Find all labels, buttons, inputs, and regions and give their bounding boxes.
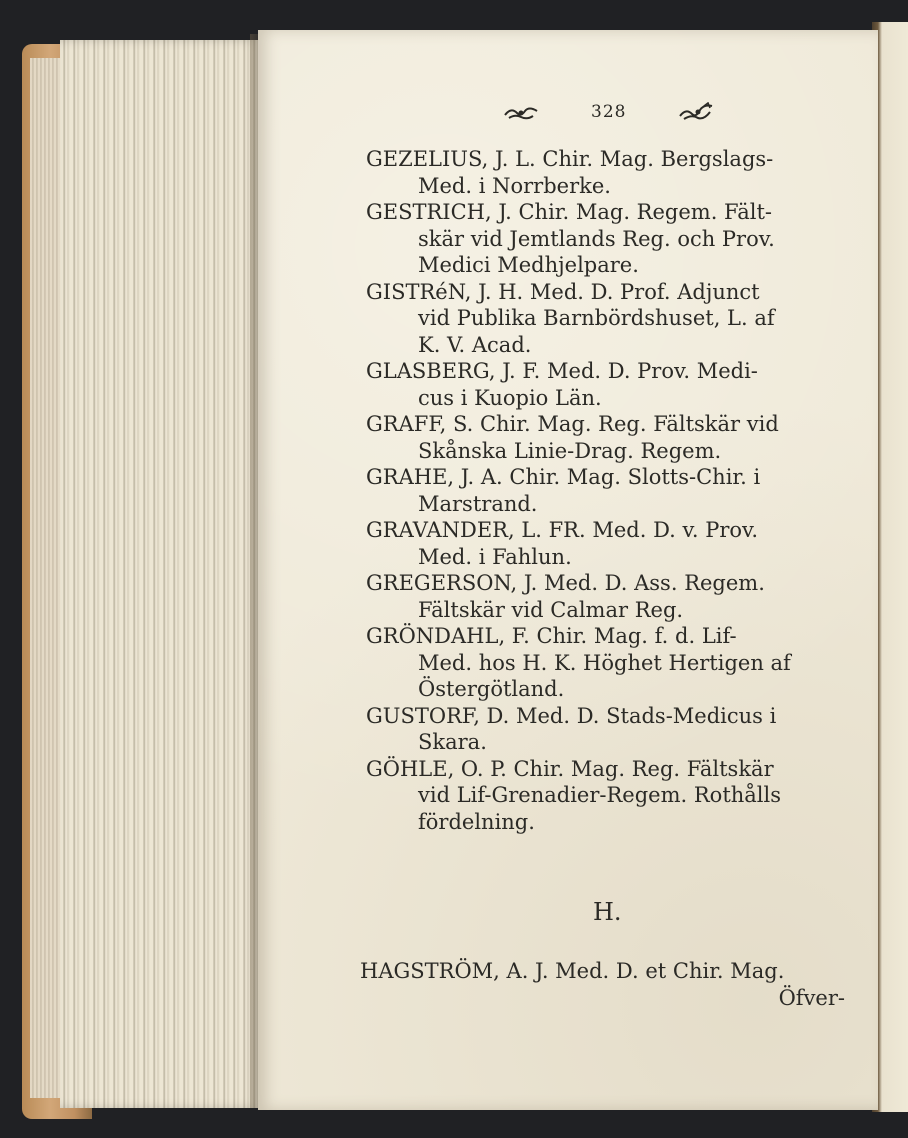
entry-hagstrom — [360, 958, 860, 1011]
entry-gistren — [366, 279, 866, 359]
entry-line: GREGERSON, J. Med. D. Ass. Regem. — [366, 571, 765, 595]
entry-line: K. V. Acad. — [418, 332, 532, 357]
section-heading: H. — [593, 898, 622, 926]
entry-line: GLASBERG, J. F. Med. D. Prov. Medi- — [366, 359, 758, 383]
entry-grondahl — [366, 623, 866, 703]
entry-line: skär vid Jemtlands Reg. och Prov. — [418, 226, 775, 251]
entry-line: Marstrand. — [418, 491, 538, 516]
directory-entries — [366, 146, 866, 835]
entry-line: Med. hos H. K. Höghet Hertigen af — [418, 650, 791, 675]
entry-line: GUSTORF, D. Med. D. Stads-Medicus i — [366, 703, 777, 728]
entry-line: cus i Kuopio Län. — [418, 385, 602, 410]
page-number: 328 — [591, 102, 627, 122]
entry-gustorf — [366, 703, 866, 756]
entry-line: vid Lif-Grenadier-Regem. Rothålls — [418, 783, 782, 807]
entry-gestrich — [366, 199, 866, 279]
entry-line: Skånska Linie-Drag. Regem. — [418, 438, 722, 463]
entry-glasberg — [366, 358, 866, 411]
entry-line: Med. i Fahlun. — [418, 544, 572, 569]
entry-line: fördelning. — [418, 809, 535, 834]
entry-gohle — [366, 756, 866, 836]
entry-line: GESTRICH, J. Chir. Mag. Regem. Fält- — [366, 200, 772, 224]
entry-line: Fältskär vid Calmar Reg. — [418, 597, 684, 622]
catchword: Öfver- — [778, 985, 845, 1010]
entry-line: GISTRéN, J. H. Med. D. Prof. Adjunct — [366, 279, 760, 304]
entry-line: GRAHE, J. A. Chir. Mag. Slotts-Chir. i — [366, 465, 761, 489]
entry-line: GÖHLE, O. P. Chir. Mag. Reg. Fältskär — [366, 756, 774, 781]
entry-line: GRAVANDER, L. FR. Med. D. v. Prov. — [366, 518, 759, 542]
entry-line: Medici Medhjelpare. — [418, 253, 639, 277]
entry-graff — [366, 411, 866, 464]
page-header — [258, 102, 738, 132]
entry-line: HAGSTRÖM, A. J. Med. D. et Chir. Mag. — [360, 959, 785, 983]
floral-ornament-right-icon — [678, 102, 714, 126]
page-stack-edges — [60, 40, 260, 1108]
entry-line: GRAFF, S. Chir. Mag. Reg. Fältskär vid — [366, 412, 779, 436]
entry-line: GEZELIUS, J. L. Chir. Mag. Bergslags- — [366, 147, 774, 171]
entry-gregerson — [366, 570, 866, 623]
entry-line: GRÖNDAHL, F. Chir. Mag. f. d. Lif- — [366, 624, 737, 648]
book-page — [258, 30, 878, 1110]
entry-line: vid Publika Barnbördshuset, L. af — [418, 306, 775, 330]
entry-line: Östergötland. — [418, 677, 565, 701]
entry-gravander — [366, 517, 866, 570]
entry-line: Med. i Norrberke. — [418, 173, 611, 198]
entry-gezelius — [366, 146, 866, 199]
entry-grahe — [366, 464, 866, 517]
entry-line: Skara. — [418, 730, 487, 754]
floral-ornament-left-icon — [503, 105, 539, 125]
